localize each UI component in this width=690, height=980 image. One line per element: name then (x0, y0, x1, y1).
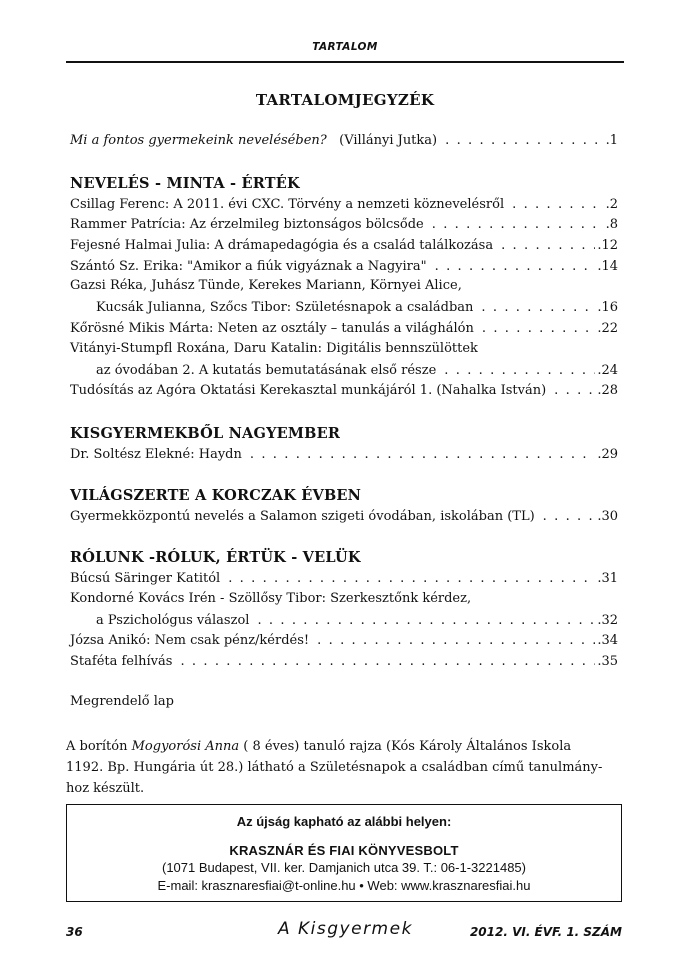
toc-entry-continued: Gazsi Réka, Juhász Tünde, Kerekes Mariann, Környei Alice, (70, 278, 462, 293)
page-ref: .22 (597, 321, 618, 336)
toc-entry: Kőrösné Mikis Márta: Neten az osztály – tanulás a világhálón . . . .22 (70, 320, 618, 338)
leader-dots (512, 196, 603, 214)
section-heading: NEVELÉS - MINTA - ÉRTÉK (70, 175, 300, 192)
cover-note: A borítón Mogyorósi Anna ( 8 éves) tanuló rajza (Kós Károly Általános Iskola 1192. Bp. Hungária út 28.) látható a Születésnapok a családban című tanulmány- hoz készült. (66, 739, 603, 796)
header-rule (66, 61, 624, 63)
toc-entry: a Pszichológus válaszol . . . .32 (96, 612, 618, 630)
page-ref: .2 (605, 197, 618, 212)
running-head: TARTALOM (312, 41, 378, 53)
leader-dots (257, 612, 595, 630)
toc-entry: Búcsú Säringer Katitól . . . .31 (70, 570, 618, 588)
page-ref: .32 (597, 613, 618, 628)
page-ref: .34 (597, 633, 618, 648)
toc-entry: az óvodában 2. A kutatás bemutatásának első része . . . .24 (96, 362, 618, 380)
shop-contact: E-mail: krasznaresfiai@t-online.hu • Web: www.krasznaresfiai.hu (157, 878, 531, 893)
page-ref: .35 (597, 654, 618, 669)
page-ref: .31 (597, 571, 618, 586)
leader-dots (317, 632, 595, 650)
toc-entry: Szántó Sz. Erika: "Amikor a fiúk vigyáznak a Nagyira" . . . .14 (70, 258, 618, 276)
toc-entry: Kucsák Julianna, Szőcs Tibor: Születésnapok a családban . . . .16 (96, 299, 618, 317)
leader-dots (250, 446, 595, 464)
leader-dots (435, 258, 596, 276)
leader-dots (432, 216, 604, 234)
page-number: 36 (66, 925, 83, 939)
toc-entry: Rammer Patrícia: Az érzelmileg biztonságos bölcsőde . . . .8 (70, 216, 618, 234)
intro-author: (Villányi Jutka) (339, 133, 438, 148)
leader-dots (481, 299, 595, 317)
leader-dots (180, 653, 595, 671)
toc-title: TARTALOMJEGYZÉK (255, 91, 435, 109)
page-ref: .12 (597, 238, 618, 253)
page-ref: .29 (597, 447, 618, 462)
shop-name: KRASZNÁR ÉS FIAI KÖNYVESBOLT (229, 843, 459, 858)
leader-dots (543, 508, 596, 526)
leader-dots (445, 132, 603, 150)
issue-info: 2012. VI. ÉVF. 1. SZÁM (469, 925, 622, 939)
leader-dots (501, 237, 595, 255)
page-ref: .8 (605, 217, 618, 232)
leader-dots (228, 570, 595, 588)
page-ref: .28 (597, 383, 618, 398)
section-heading: VILÁGSZERTE A KORCZAK ÉVBEN (70, 487, 362, 504)
bookshop-box (66, 804, 622, 902)
toc-entry: Staféta felhívás . . . .35 (70, 653, 618, 671)
leader-dots (482, 320, 595, 338)
order-form-label: Megrendelő lap (70, 694, 174, 709)
toc-entry-intro (70, 132, 618, 150)
toc-entry: Dr. Soltész Elekné: Haydn . . . .29 (70, 446, 618, 464)
toc-entry: Tudósítás az Agóra Oktatási Kerekasztal munkájáról 1. (Nahalka István) . . . .28 (70, 382, 618, 400)
page-ref: .14 (597, 259, 618, 274)
section-heading: RÓLUNK -RÓLUK, ÉRTÜK - VELÜK (70, 549, 361, 566)
magazine-title: A Kisgyermek (278, 919, 413, 939)
illustrator-name: Mogyorósi Anna (131, 739, 240, 754)
page-ref: .30 (597, 509, 618, 524)
toc-entry-continued: Vitányi-Stumpfl Roxána, Daru Katalin: Digitális bennszülöttek (70, 341, 478, 356)
leader-dots (444, 362, 595, 380)
availability-label: Az újság kapható az alábbi helyen: (236, 814, 452, 829)
toc-entry: Gyermekközpontú nevelés a Salamon szigeti óvodában, iskolában (TL) . . . .30 (70, 508, 618, 526)
intro-title: Mi a fontos gyermekeink nevelésében? (70, 133, 327, 148)
toc-entry: Fejesné Halmai Julia: A drámapedagógia és a család találkozása . . . .12 (70, 237, 618, 255)
leader-dots (554, 382, 595, 400)
toc-entry-continued: Kondorné Kovács Irén - Szöllősy Tibor: Szerkesztőnk kérdez, (70, 591, 472, 606)
page-ref: .16 (597, 300, 618, 315)
shop-address: (1071 Budapest, VII. ker. Damjanich utca 39. T.: 06-1-3221485) (162, 860, 526, 875)
toc-entry: Józsa Anikó: Nem csak pénz/kérdés! . . . .34 (70, 632, 618, 650)
page-ref: .24 (597, 363, 618, 378)
toc-entry: Csillag Ferenc: A 2011. évi CXC. Törvény a nemzeti köznevelésről . . . .2 (70, 196, 618, 214)
section-heading: KISGYERMEKBŐL NAGYEMBER (70, 425, 341, 442)
page-ref: .1 (605, 133, 618, 148)
